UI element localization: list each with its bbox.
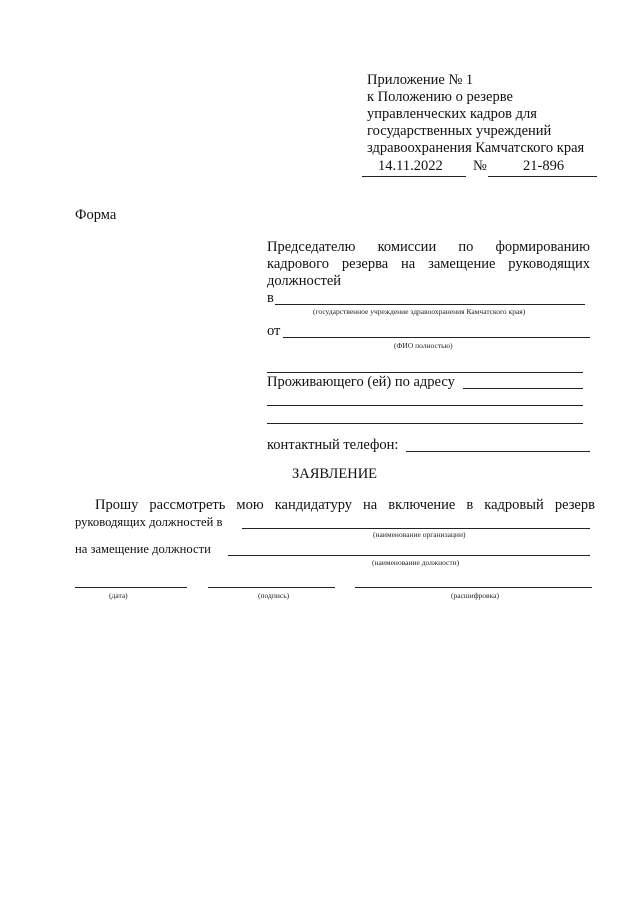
organization-field[interactable]	[242, 514, 590, 529]
appendix-line-5: здравоохранения Камчатского края	[367, 140, 585, 156]
body-word: включение	[388, 497, 456, 513]
full-name-field[interactable]	[283, 323, 590, 338]
decoding-line[interactable]	[355, 587, 592, 588]
institution-field[interactable]	[275, 290, 585, 305]
addressee-word: кадрового	[267, 256, 329, 272]
form-label: Форма	[75, 207, 117, 223]
number-underline	[488, 176, 597, 177]
date-underline	[362, 176, 466, 177]
appendix-number: 21-896	[523, 158, 565, 174]
body-line-1	[95, 497, 595, 514]
addressee-word: на	[401, 256, 416, 272]
signature-line[interactable]	[208, 587, 335, 588]
body-word: кандидатуру	[274, 497, 353, 513]
body-word: Прошу	[95, 497, 139, 513]
addressee-word: резерва	[341, 256, 389, 272]
addressee-word: Председателю	[267, 239, 356, 255]
address-field[interactable]	[463, 374, 583, 389]
addressee-line-1	[267, 239, 590, 256]
addressee-word: руководящих	[508, 256, 590, 272]
institution-caption: (государственное учреждение здравоохранения Камчатского края)	[313, 307, 526, 316]
position-field[interactable]	[228, 541, 590, 556]
appendix-date: 14.11.2022	[378, 158, 443, 174]
addressee-word: формированию	[495, 239, 590, 255]
full-name-extra-line[interactable]	[267, 372, 583, 373]
addressee-line-2	[267, 256, 590, 273]
appendix-line-1: Приложение № 1	[367, 72, 474, 88]
addressee-word: по	[458, 239, 474, 255]
number-sign: №	[473, 158, 487, 174]
body-word: рассмотреть	[149, 497, 226, 513]
decoding-caption: (расшифровка)	[451, 591, 499, 600]
body-line-3-prefix: на замещение должности	[75, 542, 211, 556]
body-word: резерв	[554, 497, 595, 513]
addressee-line-3: должностей	[267, 273, 342, 289]
addressee-word: замещение	[428, 256, 496, 272]
address-label: Проживающего (ей) по адресу	[267, 374, 455, 390]
body-word: кадровый	[484, 497, 544, 513]
phone-label: контактный телефон:	[267, 437, 399, 453]
address-line-3[interactable]	[267, 423, 583, 424]
appendix-line-3: управленческих кадров для	[367, 106, 537, 122]
appendix-header	[367, 72, 584, 157]
signature-caption: (подпись)	[258, 591, 290, 600]
phone-field[interactable]	[406, 437, 590, 452]
appendix-line-4: государственных учреждений	[367, 123, 552, 139]
body-word: на	[363, 497, 378, 513]
body-word: в	[466, 497, 474, 513]
organization-caption: (наименование организации)	[373, 530, 466, 539]
appendix-line-2: к Положению о резерве	[367, 89, 513, 105]
body-word: мою	[236, 497, 264, 513]
address-line-2[interactable]	[267, 405, 583, 406]
in-prefix: в	[267, 290, 274, 306]
addressee-word: комиссии	[377, 239, 437, 255]
full-name-caption: (ФИО полностью)	[394, 341, 453, 350]
from-prefix: от	[267, 323, 281, 339]
date-sign-line[interactable]	[75, 587, 187, 588]
date-caption: (дата)	[109, 591, 128, 600]
statement-title: ЗАЯВЛЕНИЕ	[292, 466, 378, 482]
body-line-2-prefix: руководящих должностей в	[75, 515, 223, 529]
position-caption: (наименование должности)	[372, 558, 460, 567]
